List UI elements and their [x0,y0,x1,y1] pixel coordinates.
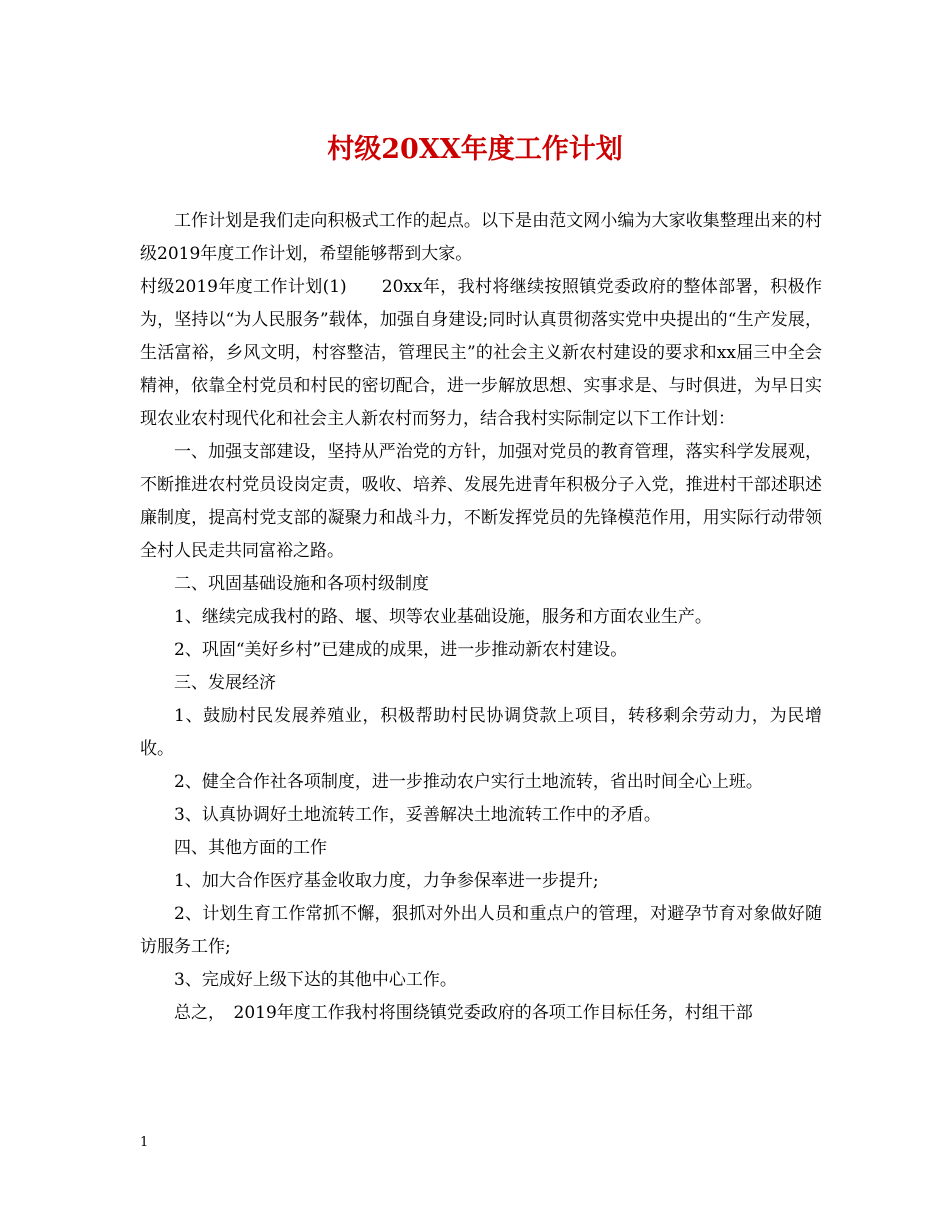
paragraph: 2、健全合作社各项制度，进一步推动农户实行土地流转，省出时间全心上班。 [174,772,763,792]
document-title: 村级20XX年度工作计划 [327,134,623,165]
paragraph: 工作计划是我们走向积极式工作的起点。以下是由范文网小编为大家收集整理出来的村级2019年度工作计划，希望能够帮到大家。 [140,211,822,264]
paragraph: 1、加大合作医疗基金收取力度，力争参保率进一步提升; [174,871,599,891]
paragraph: 村级2019年度工作计划(1) 20xx年，我村将继续按照镇党委政府的整体部署，积极作为，坚持以“为人民服务”载体，加强自身建设;同时认真贯彻落实党中央提出的“生产发展，生活富裕，乡风文明，村容整洁，管理民主”的社会主义新农村建设的要求和xx届三中全会精神，依靠全村党员和村民的密切配合，进一步解放思想、实事求是、与时俱进，为早日实现农业农村现代化和社会主人新农村而努力，结合我村实际制定以下工作计划： [140,277,822,429]
paragraph: 2、巩固“美好乡村”已建成的成果，进一步推动新农村建设。 [174,640,628,660]
paragraph: 3、认真协调好土地流转工作，妥善解决土地流转工作中的矛盾。 [174,805,661,825]
paragraph: 2、计划生育工作常抓不懈，狠抓对外出人员和重点户的管理，对避孕节育对象做好随访服务工作; [140,904,822,957]
document-body [140,205,822,1030]
paragraph: 二、巩固基础设施和各项村级制度 [174,574,429,594]
paragraph: 1、继续完成我村的路、堰、坝等农业基础设施，服务和方面农业生产。 [174,607,712,627]
paragraph: 四、其他方面的工作 [174,838,327,858]
page-number: 1 [140,1135,149,1150]
paragraph: 3、完成好上级下达的其他中心工作。 [174,970,457,990]
paragraph: 1、鼓励村民发展养殖业，积极帮助村民协调贷款上项目，转移剩余劳动力，为民增收。 [140,706,822,759]
paragraph: 总之， 2019年度工作我村将围绕镇党委政府的各项工作目标任务，村组干部 [174,1003,753,1023]
paragraph: 三、发展经济 [174,673,276,693]
paragraph: 一、加强支部建设，坚持从严治党的方针，加强对党员的教育管理，落实科学发展观，不断推进农村党员设岗定责，吸收、培养、发展先进青年积极分子入党，推进村干部述职述廉制度，提高村党支部的凝聚力和战斗力，不断发挥党员的先锋模范作用，用实际行动带领全村人民走共同富裕之路。 [140,442,822,561]
